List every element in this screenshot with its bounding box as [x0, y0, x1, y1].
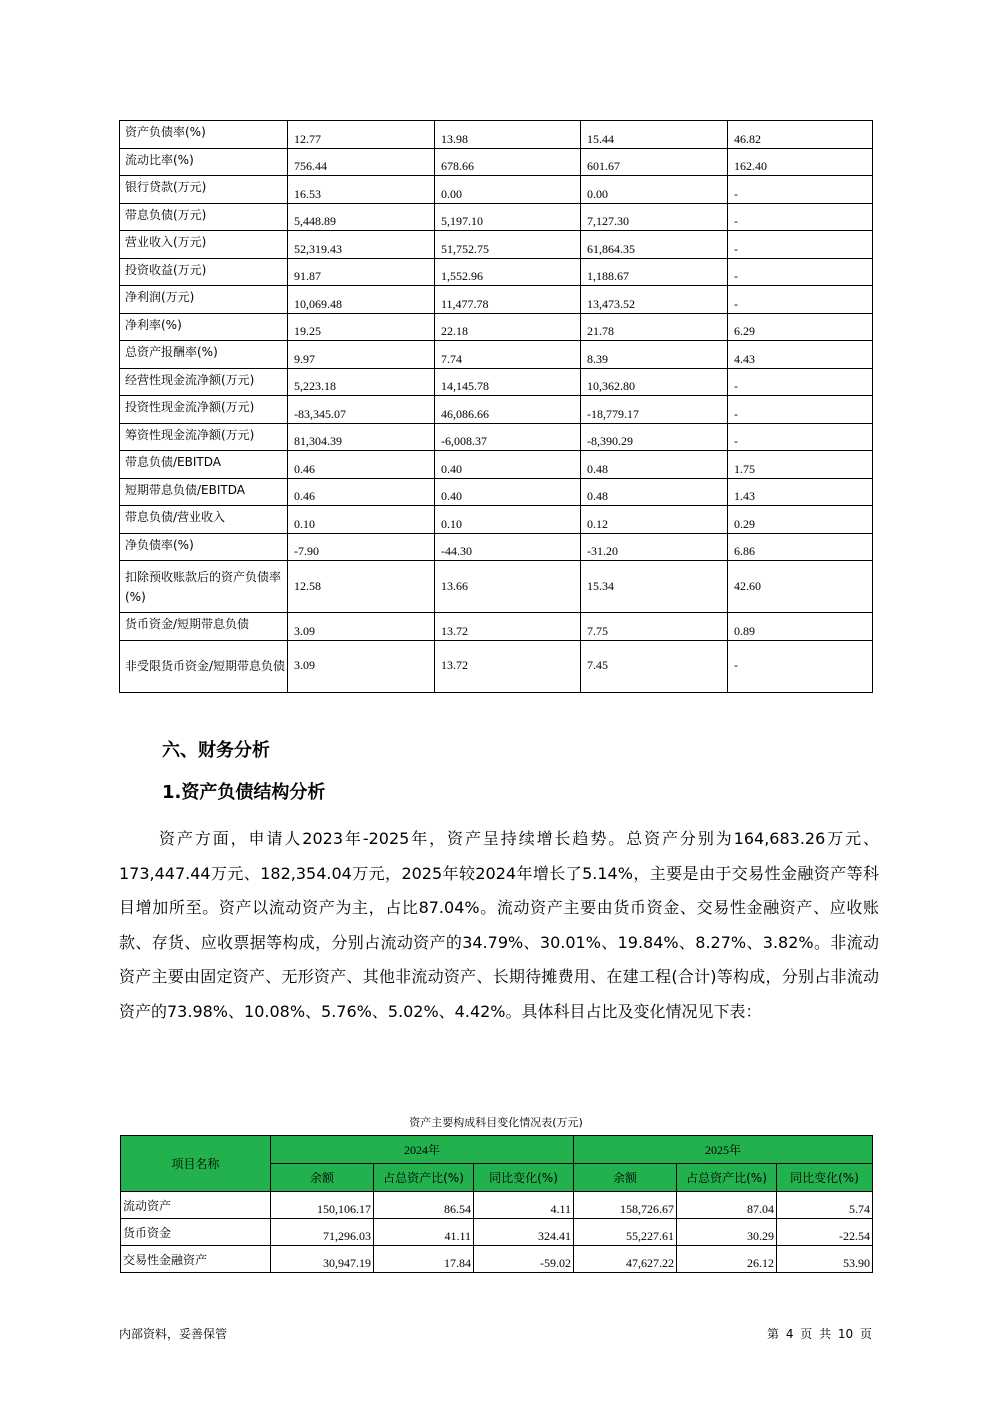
table-row [120, 506, 873, 534]
value-cell: 91.87 [288, 258, 435, 286]
table-row [121, 1219, 873, 1246]
value-cell: 47,627.22 [574, 1246, 677, 1273]
value-cell: - [728, 640, 873, 692]
value-cell: 3.09 [288, 640, 435, 692]
value-cell: 158,726.67 [574, 1192, 677, 1219]
asset-composition-table [120, 1135, 873, 1273]
value-cell: 14,145.78 [435, 368, 581, 396]
table-row [120, 368, 873, 396]
value-cell: 17.84 [374, 1246, 474, 1273]
value-cell: -8,390.29 [581, 423, 728, 451]
table-row [120, 258, 873, 286]
value-cell: 87.04 [677, 1192, 777, 1219]
table-row [120, 313, 873, 341]
table-row [120, 451, 873, 479]
value-cell: 0.10 [435, 506, 581, 534]
value-cell: 15.34 [581, 561, 728, 613]
table-row [120, 613, 873, 641]
financial-indicators-table [119, 120, 873, 693]
row-label: 总资产报酬率(%) [120, 341, 288, 369]
value-cell: -59.02 [474, 1246, 574, 1273]
value-cell: 13.66 [435, 561, 581, 613]
value-cell: 7,127.30 [581, 203, 728, 231]
value-cell: 52,319.43 [288, 231, 435, 259]
item-name-header: 项目名称 [121, 1136, 271, 1192]
value-cell: 6.29 [728, 313, 873, 341]
value-cell: 30.29 [677, 1219, 777, 1246]
value-cell: 51,752.75 [435, 231, 581, 259]
row-label: 净利润(万元) [120, 286, 288, 314]
table-row [120, 176, 873, 204]
value-cell: 26.12 [677, 1246, 777, 1273]
value-cell: 0.48 [581, 478, 728, 506]
row-label: 短期带息负债/EBITDA [120, 478, 288, 506]
item-name: 交易性金融资产 [121, 1246, 271, 1273]
value-cell: 150,106.17 [271, 1192, 374, 1219]
value-cell: -22.54 [777, 1219, 873, 1246]
value-cell: 678.66 [435, 148, 581, 176]
value-cell: 0.40 [435, 451, 581, 479]
row-label: 非受限货币资金/短期带息负债 [120, 640, 288, 692]
value-cell: 162.40 [728, 148, 873, 176]
value-cell: 61,864.35 [581, 231, 728, 259]
value-cell: 71,296.03 [271, 1219, 374, 1246]
value-cell: 0.00 [581, 176, 728, 204]
column-header: 占总资产比(%) [374, 1164, 474, 1192]
value-cell: 5,223.18 [288, 368, 435, 396]
column-header: 余额 [271, 1164, 374, 1192]
value-cell: -6,008.37 [435, 423, 581, 451]
column-header: 同比变化(%) [777, 1164, 873, 1192]
value-cell: 0.00 [435, 176, 581, 204]
value-cell: 12.77 [288, 121, 435, 149]
row-label: 银行贷款(万元) [120, 176, 288, 204]
value-cell: - [728, 203, 873, 231]
section-title: 六、财务分析 [162, 740, 270, 761]
column-header: 同比变化(%) [474, 1164, 574, 1192]
value-cell: 1.43 [728, 478, 873, 506]
table-row [120, 341, 873, 369]
value-cell: 13.72 [435, 640, 581, 692]
value-cell: 0.46 [288, 478, 435, 506]
value-cell: 16.53 [288, 176, 435, 204]
value-cell: 53.90 [777, 1246, 873, 1273]
value-cell: 5,197.10 [435, 203, 581, 231]
value-cell: 10,069.48 [288, 286, 435, 314]
value-cell: 8.39 [581, 341, 728, 369]
value-cell: - [728, 231, 873, 259]
value-cell: - [728, 423, 873, 451]
table-row [120, 286, 873, 314]
value-cell: 0.40 [435, 478, 581, 506]
item-name: 流动资产 [121, 1192, 271, 1219]
value-cell: 1,552.96 [435, 258, 581, 286]
table-row [120, 561, 873, 613]
value-cell: 0.48 [581, 451, 728, 479]
value-cell: 601.67 [581, 148, 728, 176]
value-cell: - [728, 286, 873, 314]
value-cell: 19.25 [288, 313, 435, 341]
row-label: 扣除预收账款后的资产负债率(%) [120, 561, 288, 613]
column-header: 余额 [574, 1164, 677, 1192]
row-label: 带息负债/营业收入 [120, 506, 288, 534]
value-cell: 86.54 [374, 1192, 474, 1219]
year-header: 2025年 [574, 1136, 873, 1164]
value-cell: 4.11 [474, 1192, 574, 1219]
row-label: 投资收益(万元) [120, 258, 288, 286]
value-cell: 13.72 [435, 613, 581, 641]
row-label: 营业收入(万元) [120, 231, 288, 259]
value-cell: -31.20 [581, 533, 728, 561]
header-row [121, 1136, 873, 1164]
value-cell: - [728, 368, 873, 396]
value-cell: - [728, 176, 873, 204]
year-header: 2024年 [271, 1136, 574, 1164]
value-cell: 15.44 [581, 121, 728, 149]
value-cell: 46,086.66 [435, 396, 581, 424]
table-row [121, 1246, 873, 1273]
table-row [120, 148, 873, 176]
row-label: 流动比率(%) [120, 148, 288, 176]
row-label: 净负债率(%) [120, 533, 288, 561]
value-cell: - [728, 396, 873, 424]
table-row [120, 121, 873, 149]
value-cell: 1,188.67 [581, 258, 728, 286]
value-cell: 41.11 [374, 1219, 474, 1246]
value-cell: 756.44 [288, 148, 435, 176]
value-cell: -83,345.07 [288, 396, 435, 424]
value-cell: 46.82 [728, 121, 873, 149]
page-number: 第 4 页 共 10 页 [767, 1327, 872, 1341]
value-cell: 0.10 [288, 506, 435, 534]
value-cell: 0.46 [288, 451, 435, 479]
value-cell: 3.09 [288, 613, 435, 641]
value-cell: - [728, 258, 873, 286]
item-name: 货币资金 [121, 1219, 271, 1246]
value-cell: 324.41 [474, 1219, 574, 1246]
subsection-title: 1.资产负债结构分析 [162, 782, 326, 803]
column-header: 占总资产比(%) [677, 1164, 777, 1192]
value-cell: 30,947.19 [271, 1246, 374, 1273]
table-row [120, 533, 873, 561]
value-cell: 7.45 [581, 640, 728, 692]
value-cell: 22.18 [435, 313, 581, 341]
row-label: 净利率(%) [120, 313, 288, 341]
value-cell: 0.12 [581, 506, 728, 534]
table-caption: 资产主要构成科目变化情况表(万元) [409, 1116, 583, 1129]
value-cell: -7.90 [288, 533, 435, 561]
value-cell: 10,362.80 [581, 368, 728, 396]
value-cell: 11,477.78 [435, 286, 581, 314]
value-cell: 42.60 [728, 561, 873, 613]
value-cell: 55,227.61 [574, 1219, 677, 1246]
value-cell: 5.74 [777, 1192, 873, 1219]
table-row [120, 231, 873, 259]
footer-confidential-note: 内部资料，妥善保管 [119, 1327, 228, 1341]
value-cell: 0.89 [728, 613, 873, 641]
value-cell: 12.58 [288, 561, 435, 613]
row-label: 筹资性现金流净额(万元) [120, 423, 288, 451]
row-label: 货币资金/短期带息负债 [120, 613, 288, 641]
value-cell: 1.75 [728, 451, 873, 479]
value-cell: 13,473.52 [581, 286, 728, 314]
value-cell: 6.86 [728, 533, 873, 561]
value-cell: 4.43 [728, 341, 873, 369]
row-label: 投资性现金流净额(万元) [120, 396, 288, 424]
value-cell: 7.74 [435, 341, 581, 369]
table-row [120, 640, 873, 692]
value-cell: 9.97 [288, 341, 435, 369]
value-cell: -44.30 [435, 533, 581, 561]
table-row [120, 478, 873, 506]
row-label: 资产负债率(%) [120, 121, 288, 149]
table-row [120, 203, 873, 231]
table-row [120, 423, 873, 451]
value-cell: 13.98 [435, 121, 581, 149]
row-label: 带息负债/EBITDA [120, 451, 288, 479]
row-label: 带息负债(万元) [120, 203, 288, 231]
row-label: 经营性现金流净额(万元) [120, 368, 288, 396]
value-cell: -18,779.17 [581, 396, 728, 424]
table-row [120, 396, 873, 424]
value-cell: 5,448.89 [288, 203, 435, 231]
table-row [121, 1192, 873, 1219]
value-cell: 0.29 [728, 506, 873, 534]
value-cell: 81,304.39 [288, 423, 435, 451]
value-cell: 7.75 [581, 613, 728, 641]
analysis-paragraph: 资产方面，申请人2023年-2025年，资产呈持续增长趋势。总资产分别为164,683.26万元、173,447.44万元、182,354.04万元，2025年较2024年增长了5.14%，主要是由于交易性金融资产等科目增加所至。资产以流动资产为主，占比87.04%。流动资产主要由货币资金、交易性金融资产、应收账款、存货、应收票据等构成，分别占流动资产的34.79%、30.01%、19.84%、8.27%、3.82%。非流动资产主要由固定资产、无形资产、其他非流动资产、长期待摊费用、在建工程(合计)等构成，分别占非流动资产的73.98%、10.08%、5.76%、5.02%、4.42%。具体科目占比及变化情况见下表： [119, 829, 879, 1021]
value-cell: 21.78 [581, 313, 728, 341]
